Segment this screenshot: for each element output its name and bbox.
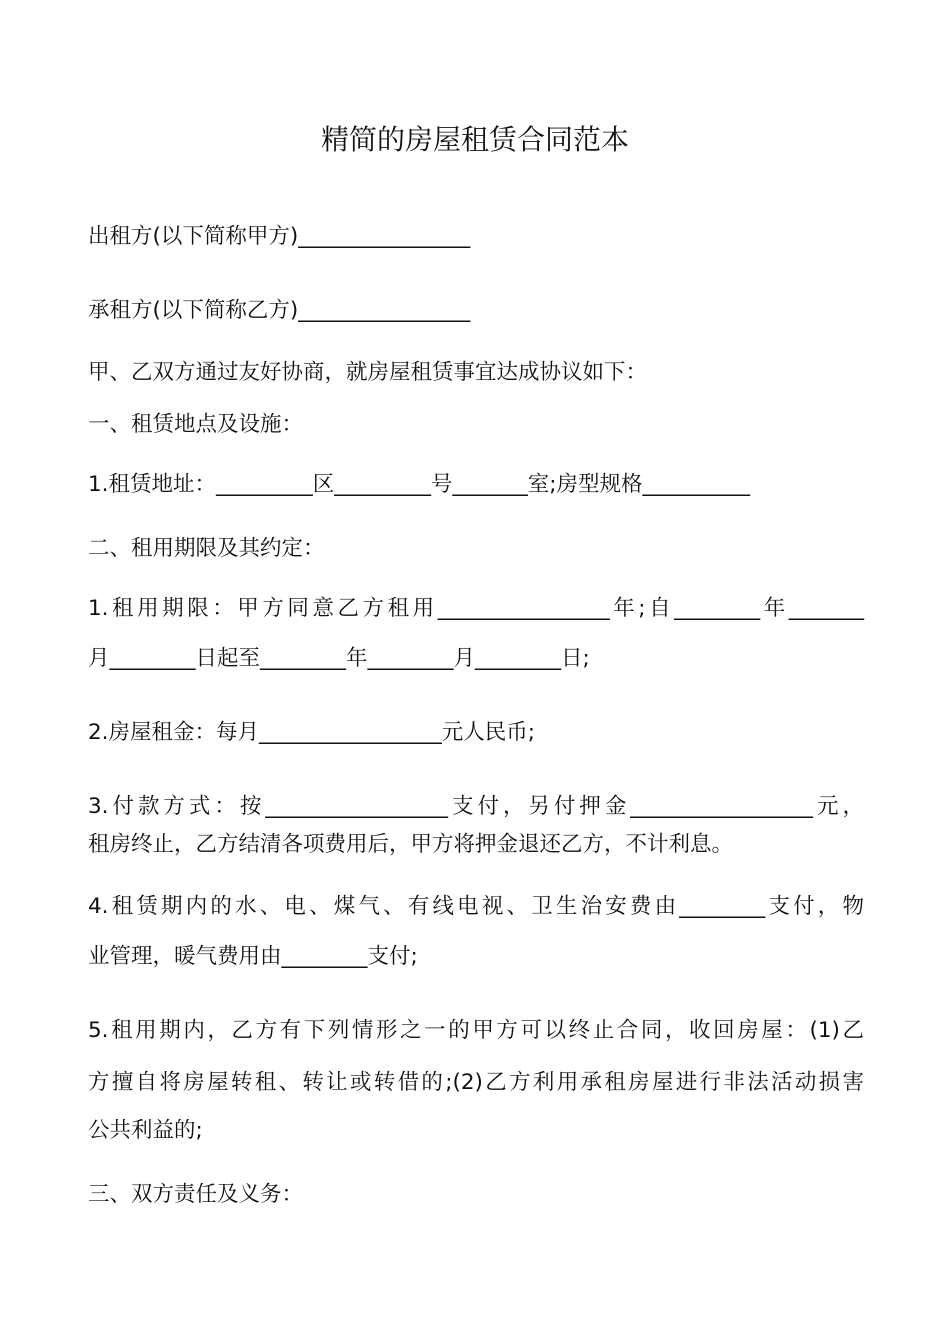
section-1-heading: 一、租赁地点及设施： — [88, 412, 304, 437]
lease-term-line-2: 月________日起至________年________月________日; — [88, 646, 590, 671]
section-3-heading: 三、双方责任及义务： — [88, 1182, 304, 1207]
payment-line-2: 租房终止，乙方结清各项费用后，甲方将押金退还乙方，不计利息。 — [88, 832, 734, 857]
lessee-line: 承租方(以下简称乙方)________________ — [88, 298, 471, 323]
section-2-heading: 二、租用期限及其约定： — [88, 536, 325, 561]
termination-line-1: 5.租用期内，乙方有下列情形之一的甲方可以终止合同，收回房屋：(1)乙 — [88, 1018, 864, 1043]
rent-line: 2.房屋租金：每月_________________元人民币; — [88, 720, 536, 745]
utilities-line-2: 业管理，暖气费用由________支付; — [88, 944, 418, 969]
lease-term-line-1: 1.租用期限：甲方同意乙方租用________________年;自________年_______ — [88, 596, 864, 621]
termination-line-2: 方擅自将房屋转租、转让或转借的;(2)乙方利用承租房屋进行非法活动损害 — [88, 1070, 864, 1095]
payment-line-1: 3.付款方式：按_________________支付，另付押金_________________元， — [88, 794, 864, 819]
rental-address-line: 1.租赁地址：_________区_________号_______室;房型规格__________ — [88, 472, 751, 497]
utilities-line-1: 4.租赁期内的水、电、煤气、有线电视、卫生治安费由________支付，物 — [88, 894, 864, 919]
lessor-line: 出租方(以下简称甲方)________________ — [88, 224, 471, 249]
agreement-intro: 甲、乙双方通过友好协商，就房屋租赁事宜达成协议如下： — [88, 360, 648, 385]
document-title: 精简的房屋租赁合同范本 — [320, 123, 629, 156]
termination-line-3: 公共利益的; — [88, 1118, 203, 1143]
